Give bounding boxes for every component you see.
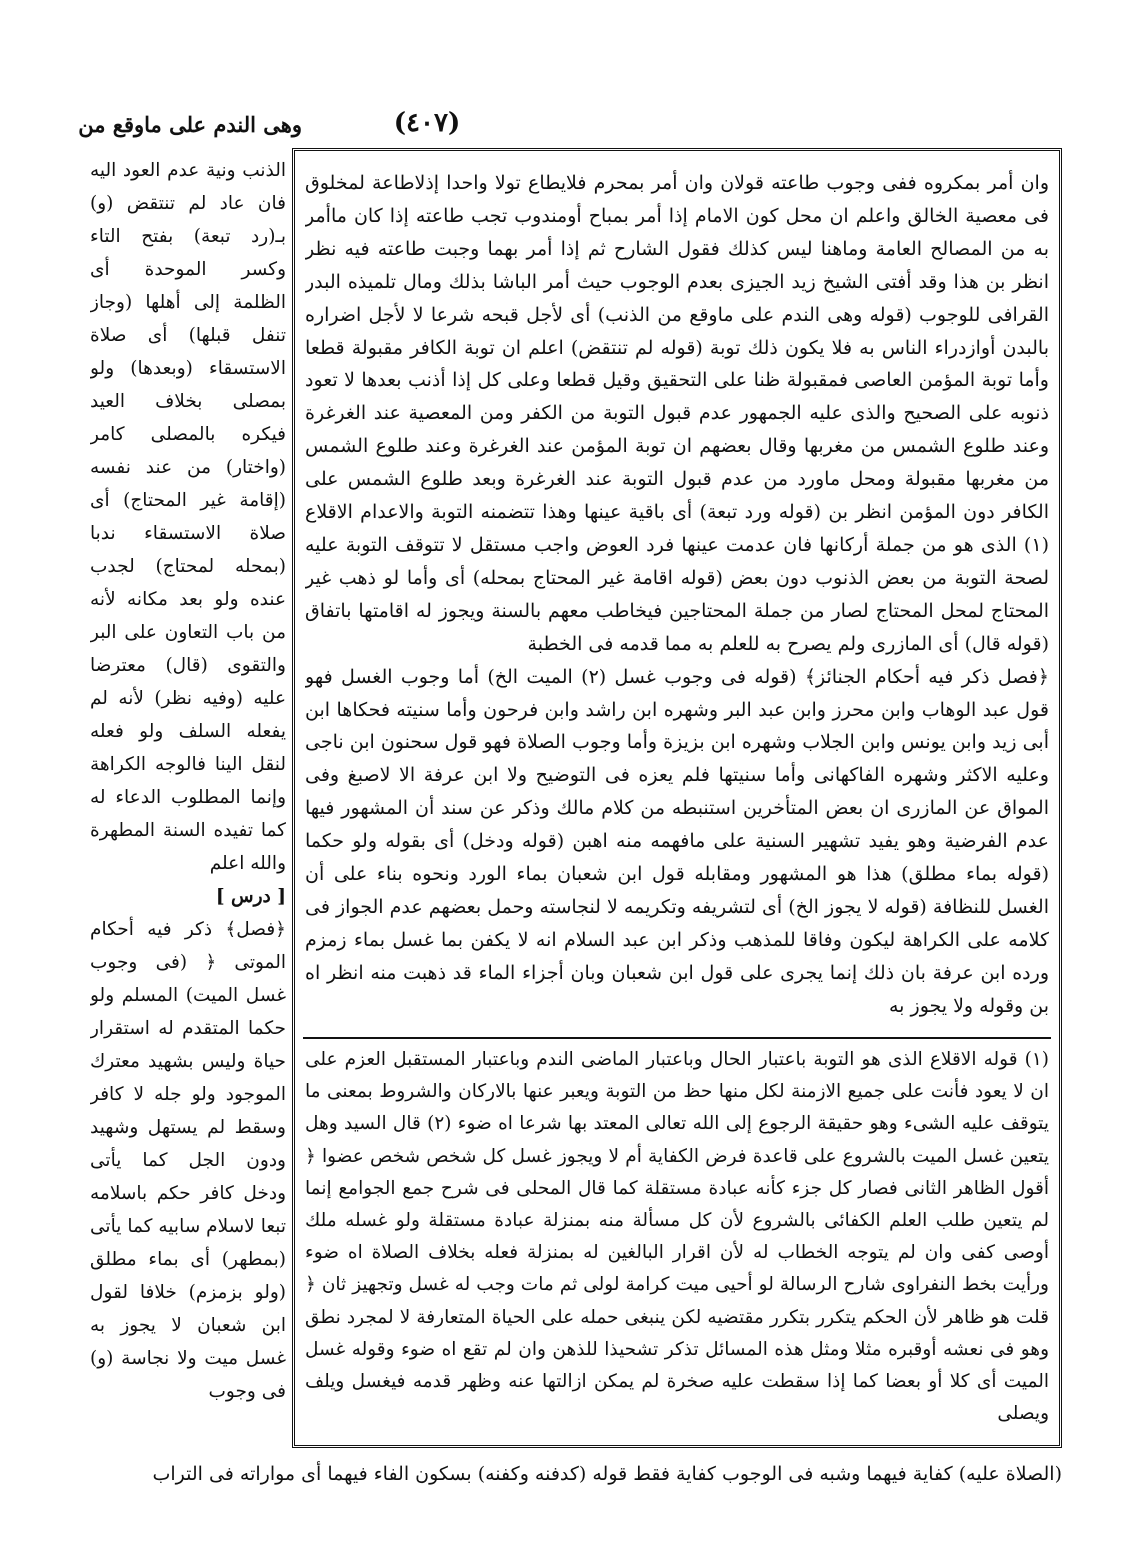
footnote-divider (303, 1037, 1051, 1039)
marginal-text-part-one: الذنب ونية عدم العود اليه فان عاد لم تنتقض (و) بـ(رد تبعة) بفتح التاء وكسر الموحدة أى الظلمة إلى أهلها (وجاز تنفل قبلها) أى صلاة الاستسقاء (وبعدها) ولو بمصلى بخلاف العيد فيكره بالمصلى كامر (واختار) من عند نفسه (إقامة غير المحتاج) أى صلاة الاستسقاء ندبا (بمحله لمحتاج) لجدب عنده ولو بعد مكانه لأنه من باب التعاون على البر والتقوى (قال) معترضا عليه (وفيه نظر) لأنه لم يفعله السلف ولو فعله لنقل الينا فالوجه الكراهة وإنما المطلوب الدعاء له كما تفيده السنة المطهرة والله اعلم (90, 160, 286, 874)
bottom-continuation-line: (الصلاة عليه) كفاية فيهما وشبه فى الوجوب كفاية فقط قوله (كدفنه وكفنه) بسكون الفاء فيهما أى مواراته فى التراب (152, 1463, 1062, 1485)
side-column-heading: وهى الندم على ماوقع من (78, 112, 302, 137)
main-paragraph-prayer-repentance: وان أمر بمكروه ففى وجوب طاعته قولان وان أمر بمحرم فلايطاع تولا واحدا إذلاطاعة لمخلوق فى معصية الخالق واعلم ان محل كون الامام إذا أمر بمباح أومندوب تجب طاعته إذا كان ماأمر به من المصالح العامة وماهنا ليس كذلك فقول الشارح ثم إذا أمر بهما وجبت طاعته فيه نظر انظر بن هذا وقد أفتى الشيخ زيد الجيزى بعدم الوجوب حيث أمر الباشا بذلك ومال تلميذه البدر القرافى للوجوب (قوله وهى الندم على ماوقع من الذنب) أى لأجل قبحه شرعا لا لأجل اضراره بالبدن أوازدراء الناس به فلا يكون ذلك توبة (قوله لم تنتقض) اعلم ان توبة الكافر مقبولة قطعا وأما توبة المؤمن العاصى فمقبولة ظنا على التحقيق وقيل قطعا وعلى كل إذا أذنب بعدها لا تعود ذنوبه على الصحيح والذى عليه الجمهور عدم قبول التوبة من الكفر ومن المعصية عند الغرغرة وعند طلوع الشمس من مغربها وقال بعضهم ان توبة المؤمن عند الغرغرة وعند طلوع الشمس من مغربها مقبولة ومحل ماورد من عدم قبول التوبة عند الغرغرة وبعد طلوع الشمس على الكافر دون المؤمن انظر بن (قوله ورد تبعة) أى باقية عينها وهذا تتضمنه التوبة والاعدام الاقلاع (١) الذى هو من جملة أركانها فان عدمت عينها فرد العوض واجب مستقل لا تتوقف التوبة عليه لصحة التوبة من بعض الذنوب دون بعض (قوله اقامة غير المحتاج بمحله) أى وأما لو ذهب غير المحتاج لمحل المحتاج لصار من جملة المحتاجين فيخاطب معهم بالسنة ويجوز له اقامتها باتفاق (قوله قال) أى المازرى ولم يصرح به للعلم به مما قدمه فى الخطبة (305, 172, 1049, 655)
lesson-marker: [ درس ] (215, 886, 286, 907)
footnotes-section (305, 1044, 1049, 1437)
main-commentary-text (305, 167, 1049, 1027)
marginal-text-part-two: ﴿فصل﴾ ذكر فيه أحكام الموتى ﴿ (فى وجوب غسل الميت) المسلم ولو حكما المتقدم له استقرار حياة وليس بشهيد معترك الموجود ولو جله لا كافر وسقط لم يستهل وشهيد ودون الجل كما يأتى ودخل كافر حكم باسلامه تبعا لاسلام سابيه كما يأتى (بمطهر) أى بماء مطلق (ولو بزمزم) خلافا لقول ابن شعبان لا يجوز به غسل ميت ولا نجاسة (و) فى وجوب (90, 919, 286, 1402)
footnote-text: (١) قوله الاقلاع الذى هو التوبة باعتبار الحال وباعتبار الماضى الندم وباعتبار المستقبل العزم على ان لا يعود فأنت على جميع الازمنة لكل منها حظ من التوبة ويعبر عنها بالاركان والشروط بمعنى ما يتوقف عليه الشىء وهو حقيقة الرجوع إلى الله تعالى المعتد بها شرعا اه ضوء (٢) قال السيد وهل يتعين غسل الميت بالشروع على قاعدة فرض الكفاية أم لا ويجوز غسل كل شخص شخص عضوا ﴿ أقول الظاهر الثانى فصار كل جزء كأنه عبادة مستقلة كما قال المحلى فى شرح جمع الجوامع إنما لم يتعين طلب العلم الكفائى بالشروع لأن كل مسألة منه بمنزلة عبادة مستقلة ولو غسله ملك أوصى كفى وان لم يتوجه الخطاب له لأن اقرار البالغين له بمنزلة فعله بخلاف الصلاة اه ضوء ورأيت بخط النفراوى شارح الرسالة لو أحيى ميت كرامة لولى ثم مات وجب له غسل وتجهيز ثان ﴿ قلت هو ظاهر لأن الحكم يتكرر بتكرر مقتضيه لكن ينبغى حمله على الحياة المتعارفة لا لمجرد نطق وهو فى نعشه أوقبره مثلا ومثل هذه المسائل تذكر تشحيذا للذهن وان لم تقع اه ضوء وقوله غسل الميت أى كلا أو بعضا كما إذا سقطت عليه صخرة لم يمكن ازالتها عنه وظهر قدمه فيغسل ويلف ويصلى (305, 1049, 1049, 1425)
main-paragraph-funerals: ﴿فصل ذكر فيه أحكام الجنائز﴾ (قوله فى وجوب غسل (٢) الميت الخ) أما وجوب الغسل فهو قول عبد الوهاب وابن محرز وابن عبد البر وشهره ابن راشد وابن فرحون وأما سنيته فحكاها ابن أبى زيد وابن يونس وابن الجلاب وشهره ابن بزيزة وأما وجوب الصلاة فهو قول سحنون ابن ناجى وعليه الاكثر وشهره الفاكهانى وأما سنيتها فلم يعزه فى التوضيح ولا ابن عرفة الا لاصبغ وفى المواق عن المازرى ان بعض المتأخرين استنبطه من كلام مالك وذكر عن سند أن المشهور فيها عدم الفرضية وهو يفيد تشهير السنية على مافهمه منه اهبن (قوله ودخل) أى بقوله ولو حكما (قوله بماء مطلق) هذا هو المشهور ومقابله قول ابن شعبان بماء الورد ونحوه بناء على أن الغسل للنظافة (قوله لا يجوز الخ) أى لتشريفه وتكريمه لا لنجاسته وحمل بعضهم عدم الجواز فى كلامه على الكراهة ليكون وفاقا للمذهب وذكر ابن عبد السلام انه لا يكفن بما غسل بماء زمزم ورده ابن عرفة بان ذلك إنما يجرى على قول ابن شعبان وبان أجزاء الماء قد ذهبت منه انظر اه بن وقوله ولا يجوز به (305, 665, 1049, 1017)
main-commentary-frame (292, 148, 1062, 1448)
marginal-base-text (90, 154, 286, 1449)
page-number: (٤٠٧) (393, 108, 461, 138)
